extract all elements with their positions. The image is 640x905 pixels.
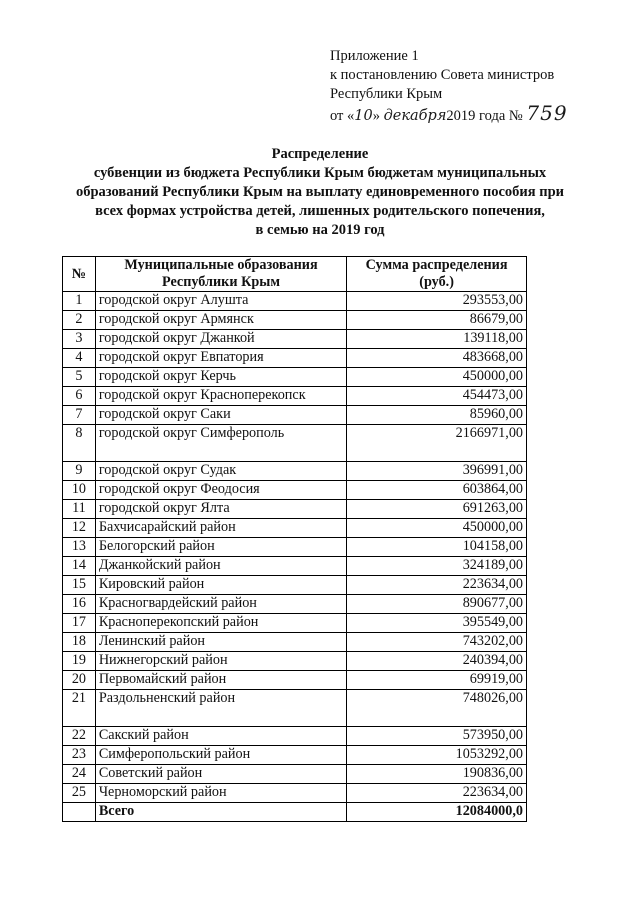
table-row (63, 557, 527, 576)
table-row (63, 690, 527, 727)
table-row (63, 614, 527, 633)
row-amount: 603864,00 (347, 481, 527, 500)
row-number: 1 (63, 292, 96, 311)
row-municipality: Бахчисарайский район (95, 519, 346, 538)
row-number: 24 (63, 765, 96, 784)
row-municipality: Черноморский район (95, 784, 346, 803)
row-amount: 2166971,00 (347, 425, 527, 462)
row-amount: 890677,00 (347, 595, 527, 614)
date-prefix: от « (330, 108, 355, 124)
table-row (63, 538, 527, 557)
row-number: 2 (63, 311, 96, 330)
row-amount: 573950,00 (347, 727, 527, 746)
row-municipality: Советский район (95, 765, 346, 784)
row-municipality: Красноперекопский район (95, 614, 346, 633)
row-number: 11 (63, 500, 96, 519)
appendix-resolution-line: к постановлению Совета министров (330, 67, 555, 83)
row-number: 4 (63, 349, 96, 368)
table-header-row (63, 257, 527, 292)
table-row (63, 368, 527, 387)
table-body (63, 292, 527, 822)
table-row (63, 349, 527, 368)
header-number: № (63, 257, 96, 292)
row-municipality: Раздольненский район (95, 690, 346, 727)
appendix-block (330, 47, 630, 126)
row-number: 21 (63, 690, 96, 727)
row-municipality: городской округ Саки (95, 406, 346, 425)
appendix-date-line (330, 101, 630, 126)
row-number: 22 (63, 727, 96, 746)
row-number: 7 (63, 406, 96, 425)
row-number: 16 (63, 595, 96, 614)
row-municipality: городской округ Евпатория (95, 349, 346, 368)
table-row (63, 292, 527, 311)
row-amount: 104158,00 (347, 538, 527, 557)
row-amount: 223634,00 (347, 784, 527, 803)
row-municipality: Белогорский район (95, 538, 346, 557)
table-row (63, 406, 527, 425)
table-row (63, 727, 527, 746)
distribution-table (62, 256, 527, 822)
table-row (63, 330, 527, 349)
row-amount: 85960,00 (347, 406, 527, 425)
row-municipality: Джанкойский район (95, 557, 346, 576)
row-municipality: городской округ Феодосия (95, 481, 346, 500)
row-amount: 324189,00 (347, 557, 527, 576)
row-amount: 1053292,00 (347, 746, 527, 765)
title-line-1: субвенции из бюджета Республики Крым бюджетам муниципальных (93, 165, 547, 181)
row-amount: 293553,00 (347, 292, 527, 311)
row-amount: 223634,00 (347, 576, 527, 595)
row-number: 5 (63, 368, 96, 387)
row-municipality: городской округ Армянск (95, 311, 346, 330)
row-number: 3 (63, 330, 96, 349)
row-municipality: городской округ Керчь (95, 368, 346, 387)
title-line-4: в семью на 2019 год (255, 222, 385, 238)
table-row (63, 784, 527, 803)
title-line-2: образований Республики Крым на выплату единовременного пособия при (75, 184, 565, 200)
table-row (63, 746, 527, 765)
date-suffix: 2019 года № (446, 108, 523, 124)
row-municipality: Ленинский район (95, 633, 346, 652)
row-number: 18 (63, 633, 96, 652)
appendix-republic-line: Республики Крым (330, 86, 443, 102)
row-municipality: городской округ Красноперекопск (95, 387, 346, 406)
row-municipality: Нижнегорский район (95, 652, 346, 671)
row-amount: 454473,00 (347, 387, 527, 406)
table-row (63, 519, 527, 538)
row-number: 25 (63, 784, 96, 803)
row-municipality: городской округ Симферополь (95, 425, 346, 462)
row-municipality: Сакский район (95, 727, 346, 746)
resolution-number-handwritten: 759 (526, 101, 568, 125)
document-title (40, 145, 600, 240)
title-heading: Распределение (271, 146, 369, 162)
row-number: 19 (63, 652, 96, 671)
row-amount: 190836,00 (347, 765, 527, 784)
row-number: 17 (63, 614, 96, 633)
date-mid: » (372, 108, 384, 124)
row-amount: 743202,00 (347, 633, 527, 652)
title-line-3: всех формах устройства детей, лишенных родительского попечения, (95, 203, 545, 219)
row-number: 13 (63, 538, 96, 557)
row-number: 15 (63, 576, 96, 595)
table-row (63, 765, 527, 784)
row-amount: 395549,00 (347, 614, 527, 633)
table-row (63, 481, 527, 500)
table-row (63, 633, 527, 652)
total-label: Всего (95, 803, 346, 822)
row-amount: 483668,00 (347, 349, 527, 368)
row-number: 8 (63, 425, 96, 462)
row-number: 14 (63, 557, 96, 576)
row-amount: 396991,00 (347, 462, 527, 481)
row-amount: 748026,00 (347, 690, 527, 727)
table-row (63, 595, 527, 614)
row-municipality: Симферопольский район (95, 746, 346, 765)
date-day-handwritten: 10 (354, 108, 373, 124)
date-month-handwritten: декабря (383, 108, 447, 124)
row-number: 23 (63, 746, 96, 765)
total-amount: 12084000,0 (347, 803, 527, 822)
table-row (63, 387, 527, 406)
row-municipality: Красногвардейский район (95, 595, 346, 614)
row-amount: 450000,00 (347, 368, 527, 387)
total-row (63, 803, 527, 822)
row-municipality: городской округ Ялта (95, 500, 346, 519)
row-number: 12 (63, 519, 96, 538)
appendix-title: Приложение 1 (330, 48, 419, 64)
table-row (63, 652, 527, 671)
row-number: 6 (63, 387, 96, 406)
row-amount: 139118,00 (347, 330, 527, 349)
row-municipality: Первомайский район (95, 671, 346, 690)
table-row (63, 576, 527, 595)
row-amount: 86679,00 (347, 311, 527, 330)
row-amount: 691263,00 (347, 500, 527, 519)
table-row (63, 311, 527, 330)
row-amount: 69919,00 (347, 671, 527, 690)
row-number: 20 (63, 671, 96, 690)
row-municipality: городской округ Джанкой (95, 330, 346, 349)
table-row (63, 500, 527, 519)
table-row (63, 425, 527, 462)
row-municipality: Кировский район (95, 576, 346, 595)
header-municipality: Муниципальные образования Республики Крым (95, 257, 346, 292)
row-amount: 240394,00 (347, 652, 527, 671)
header-amount: Сумма распределения (руб.) (347, 257, 527, 292)
table-row (63, 671, 527, 690)
table-row (63, 462, 527, 481)
row-municipality: городской округ Судак (95, 462, 346, 481)
row-municipality: городской округ Алушта (95, 292, 346, 311)
row-amount: 450000,00 (347, 519, 527, 538)
row-number: 9 (63, 462, 96, 481)
total-empty-cell (63, 803, 96, 822)
row-number: 10 (63, 481, 96, 500)
